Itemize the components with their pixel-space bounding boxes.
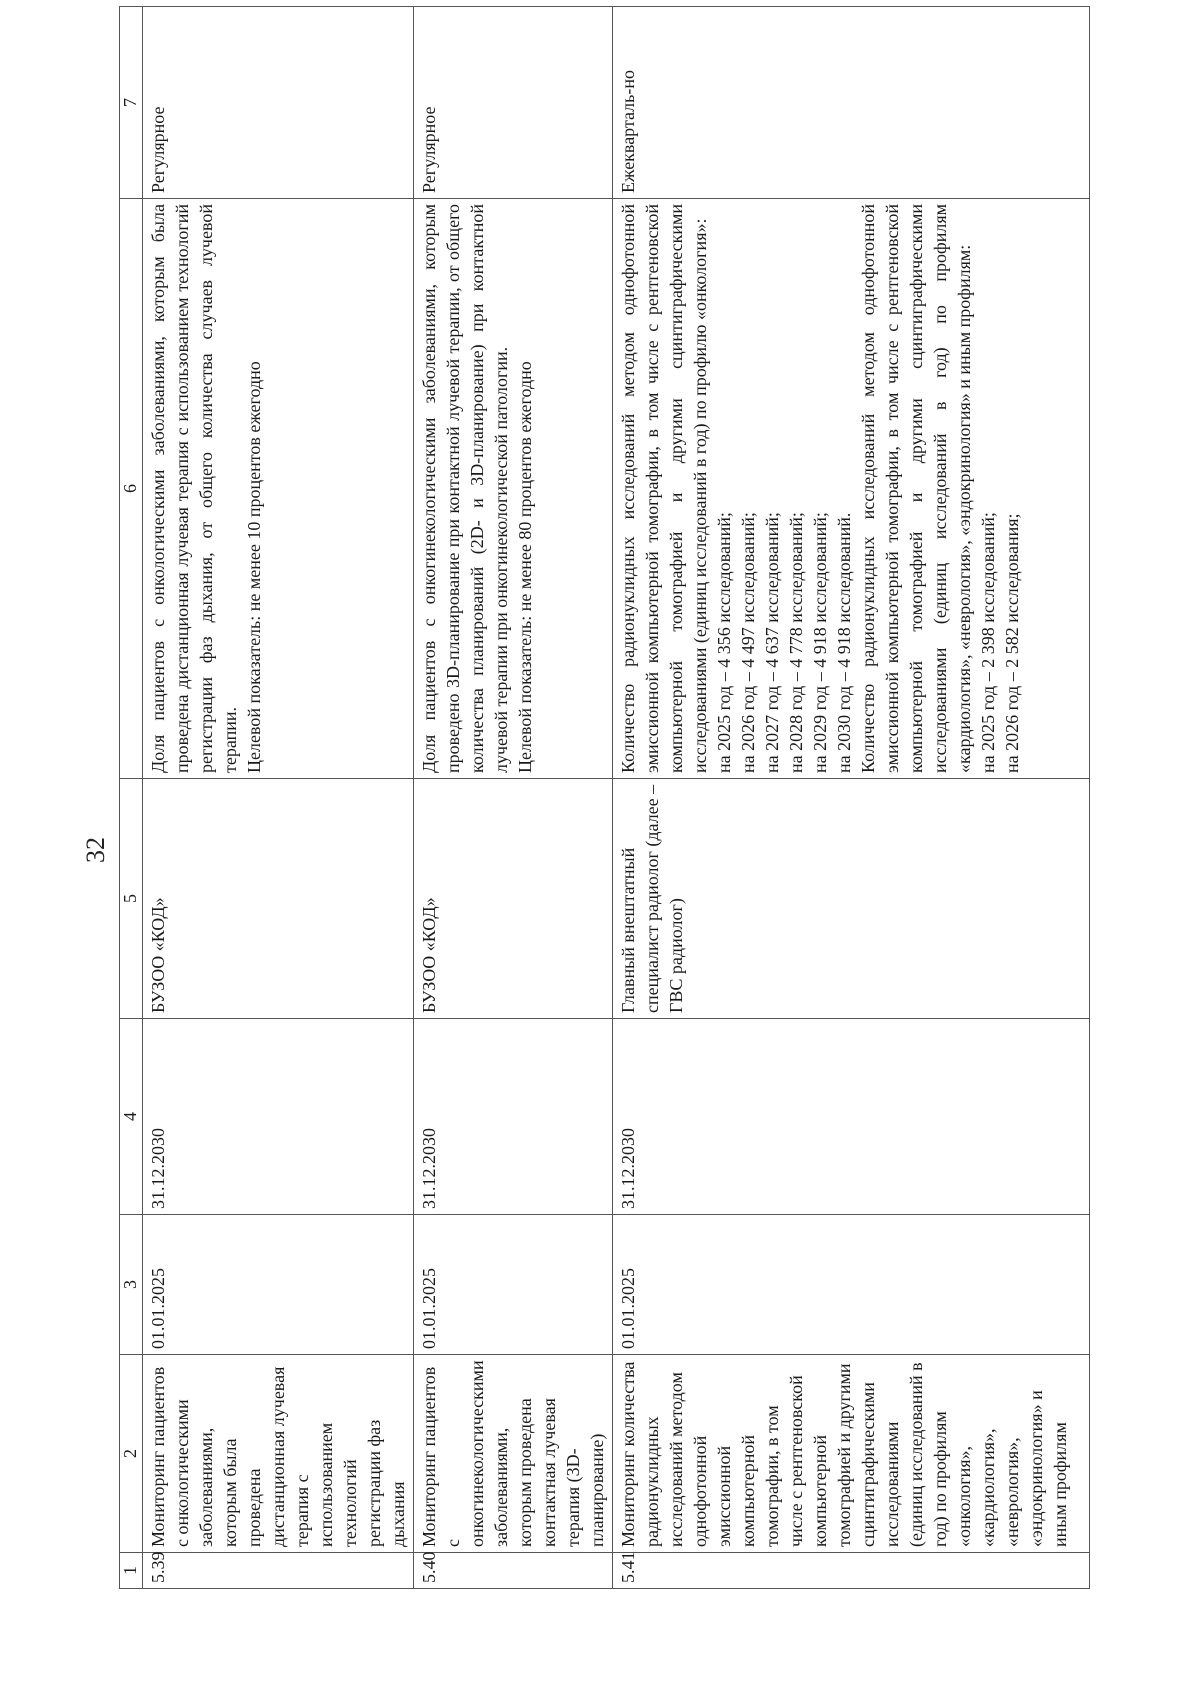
year-line: на 2026 год – 4 497 исследований; — [738, 512, 758, 773]
row-number: 5.40 — [414, 1553, 613, 1589]
indicator-text: Количество радионуклидных исследований методом однофотонной эмиссионной компьютерной томографии, в том числе с рентгеновской компьютерной томографией и другими сцинтиграфическими исследованиями (единиц исследований в год) по профилю «онкология»: — [618, 204, 710, 773]
header-cell: 2 — [120, 1355, 143, 1553]
header-cell: 3 — [120, 1215, 143, 1355]
periodicity: Регулярное — [143, 7, 414, 199]
start-date: 01.01.2025 — [143, 1215, 414, 1355]
start-date: 01.01.2025 — [414, 1215, 613, 1355]
table-row — [143, 7, 414, 1589]
year-line: на 2030 год – 4 918 исследований. — [834, 512, 854, 773]
year-line: на 2025 год – 2 398 исследований; — [978, 512, 998, 773]
indicator-cell — [613, 199, 1090, 779]
end-date: 31.12.2030 — [414, 1019, 613, 1215]
year-line: на 2029 год – 4 918 исследований; — [810, 512, 830, 773]
indicator-cell — [143, 199, 414, 779]
indicator-text: Количество радионуклидных исследований методом однофотонной эмиссионной компьютерной томографии, в том числе с рентгеновской компьютерной томографией и другими сцинтиграфическими исследованиями (единиц исследований в год) по профилям «кардиология», «неврология», «эндокринология» и иным профилям: — [858, 204, 974, 773]
table-row — [414, 7, 613, 1589]
indicator-text: Доля пациентов с онкогинекологическими заболеваниями, которым проведено 3D-планирование при контактной лучевой терапии, от общего количества планирований (2D- и 3D-планирование) при контактной лучевой терапии при онкогинекологической патологии. — [419, 204, 511, 773]
end-date: 31.12.2030 — [613, 1019, 1090, 1215]
responsible: БУЗОО «КОД» — [143, 779, 414, 1019]
end-date: 31.12.2030 — [143, 1019, 414, 1215]
row-number: 5.41 — [613, 1553, 1090, 1589]
year-line: на 2027 год – 4 637 исследований; — [762, 512, 782, 773]
table-row — [613, 7, 1090, 1589]
rotated-table-wrapper — [119, 27, 1069, 1589]
periodicity: Ежекварталь-но — [613, 7, 1090, 199]
event-name: Мониторинг пациентов с онкогинекологическими заболеваниями, которым проведена контактная лучевая терапия (3D-планирование) — [414, 1355, 613, 1553]
start-date: 01.01.2025 — [613, 1215, 1090, 1355]
target-text: Целевой показатель: не менее 10 процентов ежегодно — [244, 361, 264, 773]
indicator-text: Доля пациентов с онкологическими заболеваниями, которым была проведена дистанционная лучевая терапия с использованием технологий регистрации фаз дыхания, от общего количества случаев лучевой терапии. — [148, 204, 240, 773]
indicator-cell — [414, 199, 613, 779]
event-name: Мониторинг пациентов с онкологическими заболеваниями, которым была проведена дистанционная лучевая терапия с использованием технологий регистрации фаз дыхания — [143, 1355, 414, 1553]
year-line: на 2026 год – 2 582 исследования; — [1002, 513, 1022, 773]
responsible: Главный внештатный специалист радиолог (далее – ГВС радиолог) — [613, 779, 1090, 1019]
header-cell: 1 — [120, 1553, 143, 1589]
row-number: 5.39 — [143, 1553, 414, 1589]
header-cell: 6 — [120, 199, 143, 779]
header-cell: 5 — [120, 779, 143, 1019]
header-cell: 4 — [120, 1019, 143, 1215]
header-cell: 7 — [120, 7, 143, 199]
periodicity: Регулярное — [414, 7, 613, 199]
event-name: Мониторинг количества радионуклидных исследований методом однофотонной эмиссионной компьютерной томографии, в том числе с рентгеновской компьютерной томографией и другими сцинтиграфическими исследованиями (единиц исследований в год) по профилям «онкология», «кардиология», «неврология», «эндокринология» и иным профилям — [613, 1355, 1090, 1553]
year-line: на 2028 год – 4 778 исследований; — [786, 512, 806, 773]
target-text: Целевой показатель: не менее 80 процентов ежегодно — [515, 361, 535, 773]
plan-table — [119, 6, 1090, 1589]
year-line: на 2025 год – 4 356 исследований; — [714, 512, 734, 773]
header-row — [120, 7, 143, 1589]
page-number: 32 — [81, 837, 110, 863]
responsible: БУЗОО «КОД» — [414, 779, 613, 1019]
